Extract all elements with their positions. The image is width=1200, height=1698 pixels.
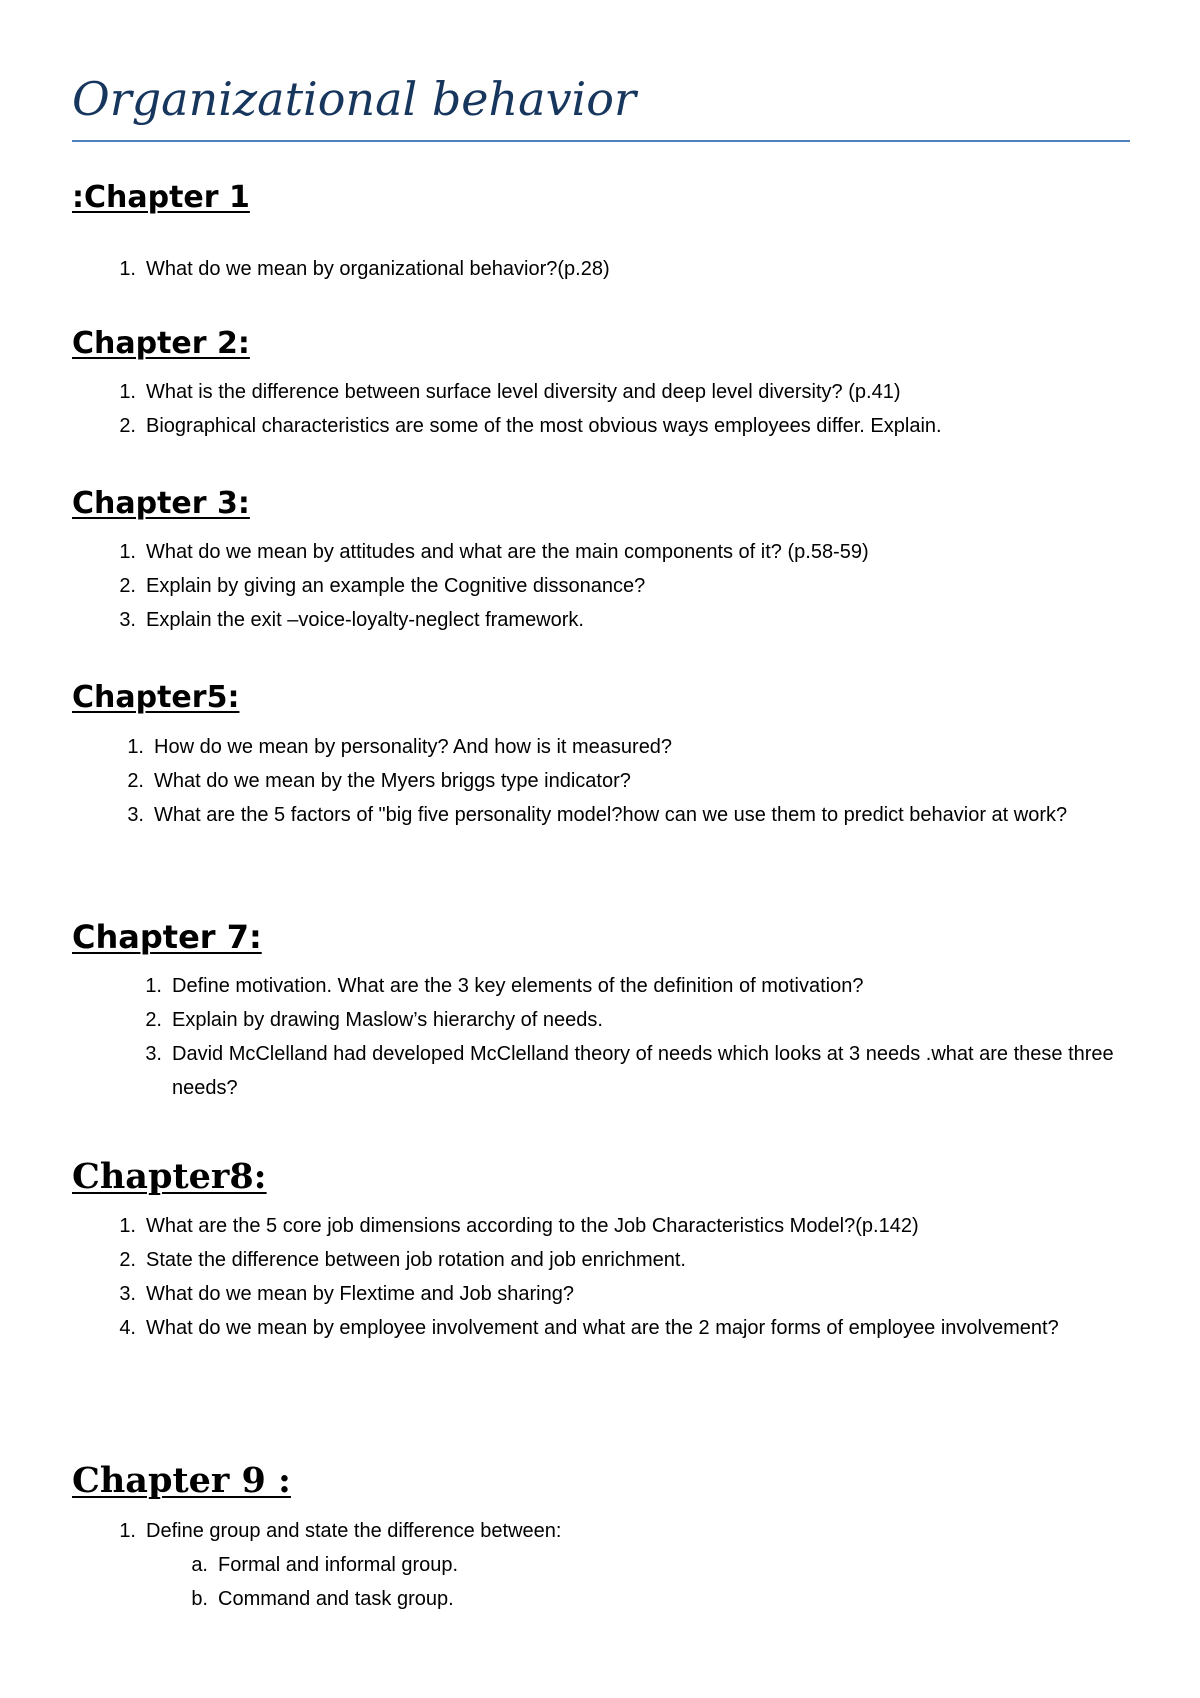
list-number: 1.: [127, 736, 144, 758]
list-item: [108, 535, 1128, 569]
list-item: [116, 764, 1128, 798]
sub-question-text: Formal and informal group.: [218, 1554, 459, 1576]
question-text: Explain by giving an example the Cognitive dissonance?: [146, 575, 646, 597]
list-item: [108, 409, 1128, 443]
question-text: Explain by drawing Maslow’s hierarchy of needs.: [172, 1009, 603, 1031]
list-item: [108, 603, 1128, 637]
list-number: 1.: [119, 1215, 136, 1237]
question-text: What do we mean by Flextime and Job sharing?: [146, 1283, 574, 1305]
chapter-8-heading: Chapter8:: [72, 1156, 267, 1197]
list-item: [108, 569, 1128, 603]
title-underline-rule: [72, 140, 1130, 142]
list-number: 2.: [119, 575, 136, 597]
list-item: [108, 1209, 1128, 1243]
question-text: What do we mean by organizational behavior?(p.28): [146, 258, 610, 280]
list-number: 3.: [127, 804, 144, 826]
list-number: 4.: [119, 1317, 136, 1339]
question-text: Define group and state the difference between:: [146, 1520, 562, 1542]
question-text: What is the difference between surface level diversity and deep level diversity? (p.41): [146, 381, 901, 403]
sub-list-letter: b.: [191, 1588, 208, 1610]
list-number: 3.: [119, 609, 136, 631]
list-number: 2.: [119, 415, 136, 437]
question-text: What do we mean by employee involvement and what are the 2 major forms of employee involvement?: [146, 1317, 1059, 1339]
document-title: Organizational behavior: [72, 72, 636, 126]
question-text: What do we mean by the Myers briggs type indicator?: [154, 770, 631, 792]
list-number: 3.: [145, 1043, 162, 1065]
chapter-9-heading: Chapter 9 :: [72, 1460, 291, 1501]
list-item: [134, 969, 1128, 1003]
list-number: 2.: [119, 1249, 136, 1271]
sub-list-item: [180, 1582, 1128, 1616]
question-text: State the difference between job rotation and job enrichment.: [146, 1249, 686, 1271]
list-number: 2.: [145, 1009, 162, 1031]
chapter-1-heading: :Chapter 1: [72, 180, 250, 215]
sub-question-text: Command and task group.: [218, 1588, 454, 1610]
question-text: What are the 5 core job dimensions according to the Job Characteristics Model?(p.142): [146, 1215, 919, 1237]
list-number: 1.: [119, 1520, 136, 1542]
list-item: [116, 798, 1128, 832]
list-number: 1.: [145, 975, 162, 997]
list-item: [134, 1003, 1128, 1037]
list-item: [108, 252, 1128, 286]
question-text: What are the 5 factors of "big five personality model?how can we use them to predict behavior at work?: [154, 804, 1068, 826]
chapter-3-heading: Chapter 3:: [72, 486, 250, 521]
sub-list-item: [180, 1548, 1128, 1582]
question-text: How do we mean by personality? And how is it measured?: [154, 736, 673, 758]
list-number: 1.: [119, 381, 136, 403]
list-item: [108, 1243, 1128, 1277]
list-number: 1.: [119, 258, 136, 280]
list-item: [134, 1037, 1128, 1105]
question-text: Define motivation. What are the 3 key elements of the definition of motivation?: [172, 975, 864, 997]
list-number: 1.: [119, 541, 136, 563]
list-item: [108, 1514, 1128, 1548]
chapter-2-heading: Chapter 2:: [72, 326, 250, 361]
question-text: Explain the exit –voice-loyalty-neglect framework.: [146, 609, 584, 631]
list-item: [108, 1277, 1128, 1311]
list-number: 3.: [119, 1283, 136, 1305]
chapter-5-heading: Chapter5:: [72, 680, 240, 715]
list-item: [108, 375, 1128, 409]
question-text: What do we mean by attitudes and what are the main components of it? (p.58-59): [146, 541, 869, 563]
chapter-7-heading: Chapter 7:: [72, 918, 262, 956]
question-text: David McClelland had developed McClelland theory of needs which looks at 3 needs .what are these three needs?: [172, 1043, 1114, 1099]
sub-list-letter: a.: [191, 1554, 208, 1576]
list-number: 2.: [127, 770, 144, 792]
list-item: [116, 730, 1128, 764]
question-text: Biographical characteristics are some of the most obvious ways employees differ. Explain.: [146, 415, 942, 437]
list-item: [108, 1311, 1128, 1345]
